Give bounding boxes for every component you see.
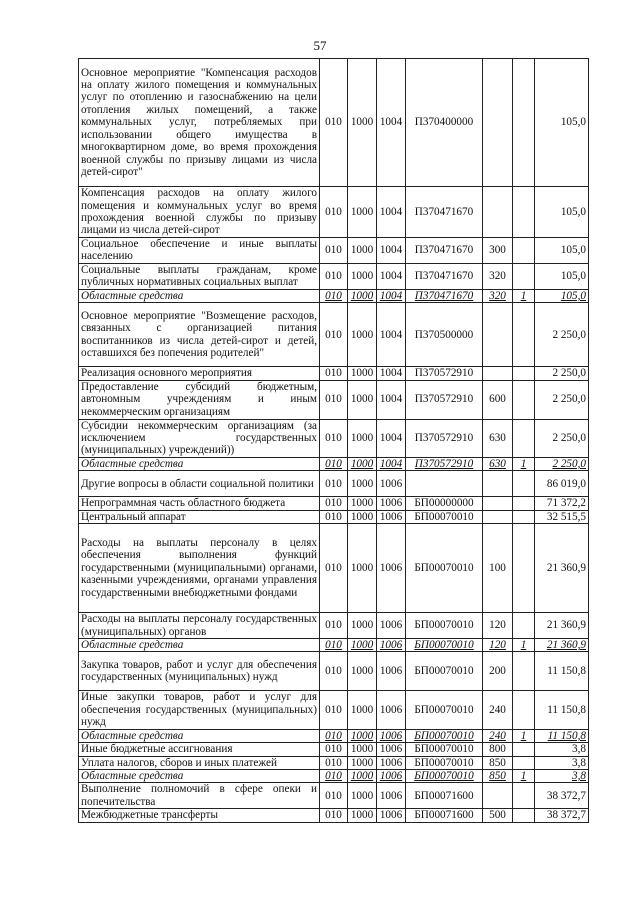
target-article-code: П370572910 (406, 457, 483, 470)
table-row (79, 263, 589, 289)
table-row (79, 769, 589, 782)
amount: 2 250,0 (535, 419, 589, 457)
subsection-code: 1006 (377, 497, 406, 510)
grbs-code: 010 (320, 783, 348, 809)
section-code: 1000 (348, 59, 377, 187)
expense-type-code (483, 303, 513, 367)
subsection-code: 1006 (377, 510, 406, 523)
funding-source-code: 1 (513, 639, 535, 652)
target-article-code: БП00070010 (406, 639, 483, 652)
subsection-code: 1006 (377, 613, 406, 639)
subsection-code: 1006 (377, 756, 406, 769)
expense-type-code (483, 510, 513, 523)
funding-source-code (513, 524, 535, 613)
target-article-code: П370471670 (406, 187, 483, 238)
target-article-code: БП00070010 (406, 691, 483, 729)
row-name: Областные средства (79, 457, 320, 470)
target-article-code: БП00070010 (406, 743, 483, 756)
table-row (79, 59, 589, 187)
row-name: Непрограммная часть областного бюджета (79, 497, 320, 510)
table-row (79, 639, 589, 652)
table-row (79, 367, 589, 380)
amount: 2 250,0 (535, 303, 589, 367)
row-name: Другие вопросы в области социальной политики (79, 471, 320, 497)
section-code: 1000 (348, 380, 377, 419)
funding-source-code (513, 380, 535, 419)
grbs-code: 010 (320, 380, 348, 419)
section-code: 1000 (348, 743, 377, 756)
funding-source-code (513, 652, 535, 691)
section-code: 1000 (348, 756, 377, 769)
table-row (79, 497, 589, 510)
row-name: Иные закупки товаров, работ и услуг для обеспечения государственных (муниципальных) нужд (79, 691, 320, 729)
section-code: 1000 (348, 783, 377, 809)
amount: 2 250,0 (535, 457, 589, 470)
amount: 21 360,9 (535, 639, 589, 652)
subsection-code: 1004 (377, 380, 406, 419)
row-name: Областные средства (79, 289, 320, 302)
table-row (79, 524, 589, 613)
subsection-code: 1006 (377, 691, 406, 729)
subsection-code: 1006 (377, 639, 406, 652)
section-code: 1000 (348, 769, 377, 782)
table-row (79, 652, 589, 691)
subsection-code: 1004 (377, 59, 406, 187)
expense-type-code (483, 367, 513, 380)
table-row (79, 783, 589, 809)
subsection-code: 1006 (377, 743, 406, 756)
section-code: 1000 (348, 524, 377, 613)
section-code: 1000 (348, 497, 377, 510)
amount: 21 360,9 (535, 613, 589, 639)
grbs-code: 010 (320, 769, 348, 782)
row-name: Предоставление субсидий бюджетным, автономным учреждениям и иным некоммерческим организациям (79, 380, 320, 419)
grbs-code: 010 (320, 303, 348, 367)
grbs-code: 010 (320, 729, 348, 742)
expense-type-code: 240 (483, 691, 513, 729)
section-code: 1000 (348, 510, 377, 523)
target-article-code: П370400000 (406, 59, 483, 187)
row-name: Областные средства (79, 769, 320, 782)
amount: 71 372,2 (535, 497, 589, 510)
expense-type-code: 850 (483, 769, 513, 782)
table-row (79, 380, 589, 419)
row-name: Областные средства (79, 729, 320, 742)
table-row (79, 729, 589, 742)
subsection-code: 1006 (377, 524, 406, 613)
section-code: 1000 (348, 419, 377, 457)
grbs-code: 010 (320, 471, 348, 497)
amount: 38 372,7 (535, 809, 589, 822)
target-article-code: БП00070010 (406, 769, 483, 782)
funding-source-code: 1 (513, 729, 535, 742)
expense-type-code (483, 187, 513, 238)
table-row (79, 613, 589, 639)
target-article-code: П370471670 (406, 289, 483, 302)
funding-source-code: 1 (513, 289, 535, 302)
table-row (79, 510, 589, 523)
amount: 11 150,8 (535, 652, 589, 691)
row-name: Центральный аппарат (79, 510, 320, 523)
grbs-code: 010 (320, 809, 348, 822)
section-code: 1000 (348, 263, 377, 289)
amount: 3,8 (535, 756, 589, 769)
section-code: 1000 (348, 639, 377, 652)
expense-type-code: 120 (483, 639, 513, 652)
funding-source-code (513, 691, 535, 729)
section-code: 1000 (348, 367, 377, 380)
expense-type-code: 320 (483, 289, 513, 302)
funding-source-code (513, 303, 535, 367)
target-article-code: БП00071600 (406, 809, 483, 822)
table-row (79, 238, 589, 264)
section-code: 1000 (348, 238, 377, 264)
grbs-code: 010 (320, 457, 348, 470)
funding-source-code (513, 471, 535, 497)
table-row (79, 289, 589, 302)
row-name: Основное мероприятие "Возмещение расходов, связанных с организацией питания воспитанников из числа детей-сирот и детей, оставшихся без попечения родителей" (79, 303, 320, 367)
expense-type-code (483, 471, 513, 497)
subsection-code: 1004 (377, 457, 406, 470)
target-article-code: БП00070010 (406, 756, 483, 769)
funding-source-code (513, 419, 535, 457)
amount: 2 250,0 (535, 380, 589, 419)
section-code: 1000 (348, 471, 377, 497)
grbs-code: 010 (320, 367, 348, 380)
grbs-code: 010 (320, 756, 348, 769)
row-name: Компенсация расходов на оплату жилого помещения и коммунальных услуг во время прохождения военной службы по призыву лицами из числа детей-сирот (79, 187, 320, 238)
target-article-code: БП00000000 (406, 497, 483, 510)
grbs-code: 010 (320, 497, 348, 510)
section-code: 1000 (348, 457, 377, 470)
expense-type-code: 800 (483, 743, 513, 756)
row-name: Областные средства (79, 639, 320, 652)
amount: 105,0 (535, 238, 589, 264)
funding-source-code (513, 263, 535, 289)
expense-type-code: 100 (483, 524, 513, 613)
grbs-code: 010 (320, 691, 348, 729)
section-code: 1000 (348, 289, 377, 302)
grbs-code: 010 (320, 263, 348, 289)
grbs-code: 010 (320, 652, 348, 691)
expense-type-code: 120 (483, 613, 513, 639)
expense-type-code: 500 (483, 809, 513, 822)
row-name: Социальные выплаты гражданам, кроме публичных нормативных социальных выплат (79, 263, 320, 289)
row-name: Расходы на выплаты персоналу в целях обеспечения выполнения функций государственными (муниципальными) органами, казенными учреждениями, органами управления государственными внебюджетными фондами (79, 524, 320, 613)
expense-type-code (483, 59, 513, 187)
subsection-code: 1006 (377, 809, 406, 822)
subsection-code: 1006 (377, 471, 406, 497)
target-article-code: БП00070010 (406, 524, 483, 613)
amount: 105,0 (535, 289, 589, 302)
row-name: Иные бюджетные ассигнования (79, 743, 320, 756)
row-name: Социальное обеспечение и иные выплаты населению (79, 238, 320, 264)
target-article-code: П370572910 (406, 367, 483, 380)
section-code: 1000 (348, 187, 377, 238)
grbs-code: 010 (320, 238, 348, 264)
subsection-code: 1004 (377, 289, 406, 302)
grbs-code: 010 (320, 613, 348, 639)
expense-type-code: 300 (483, 238, 513, 264)
amount: 86 019,0 (535, 471, 589, 497)
funding-source-code (513, 59, 535, 187)
amount: 32 515,5 (535, 510, 589, 523)
expense-type-code: 630 (483, 457, 513, 470)
grbs-code: 010 (320, 524, 348, 613)
expense-type-code (483, 497, 513, 510)
amount: 3,8 (535, 743, 589, 756)
funding-source-code (513, 756, 535, 769)
expense-type-code: 850 (483, 756, 513, 769)
grbs-code: 010 (320, 510, 348, 523)
funding-source-code (513, 743, 535, 756)
amount: 11 150,8 (535, 691, 589, 729)
amount: 2 250,0 (535, 367, 589, 380)
section-code: 1000 (348, 729, 377, 742)
row-name: Реализация основного мероприятия (79, 367, 320, 380)
grbs-code: 010 (320, 289, 348, 302)
section-code: 1000 (348, 652, 377, 691)
section-code: 1000 (348, 303, 377, 367)
section-code: 1000 (348, 691, 377, 729)
row-name: Закупка товаров, работ и услуг для обеспечения государственных (муниципальных) нужд (79, 652, 320, 691)
subsection-code: 1006 (377, 729, 406, 742)
subsection-code: 1004 (377, 367, 406, 380)
funding-source-code (513, 187, 535, 238)
table-row (79, 756, 589, 769)
row-name: Расходы на выплаты персоналу государственных (муниципальных) органов (79, 613, 320, 639)
budget-table (78, 58, 589, 823)
target-article-code: БП00070010 (406, 729, 483, 742)
expense-type-code: 240 (483, 729, 513, 742)
funding-source-code (513, 613, 535, 639)
funding-source-code (513, 238, 535, 264)
subsection-code: 1004 (377, 187, 406, 238)
page-number: 57 (313, 38, 327, 53)
amount: 11 150,8 (535, 729, 589, 742)
section-code: 1000 (348, 809, 377, 822)
expense-type-code: 630 (483, 419, 513, 457)
subsection-code: 1004 (377, 238, 406, 264)
funding-source-code (513, 497, 535, 510)
funding-source-code (513, 510, 535, 523)
table-row (79, 471, 589, 497)
amount: 21 360,9 (535, 524, 589, 613)
target-article-code (406, 471, 483, 497)
target-article-code: БП00070010 (406, 510, 483, 523)
amount: 105,0 (535, 187, 589, 238)
expense-type-code: 600 (483, 380, 513, 419)
subsection-code: 1006 (377, 652, 406, 691)
expense-type-code: 200 (483, 652, 513, 691)
target-article-code: БП00070010 (406, 613, 483, 639)
table-row (79, 691, 589, 729)
target-article-code: П370471670 (406, 263, 483, 289)
funding-source-code: 1 (513, 769, 535, 782)
target-article-code: БП00071600 (406, 783, 483, 809)
amount: 105,0 (535, 263, 589, 289)
row-name: Субсидии некоммерческим организациям (за исключением государственных (муниципальных) учреждений)) (79, 419, 320, 457)
subsection-code: 1004 (377, 303, 406, 367)
amount: 3,8 (535, 769, 589, 782)
row-name: Выполнение полномочий в сфере опеки и попечительства (79, 783, 320, 809)
row-name: Уплата налогов, сборов и иных платежей (79, 756, 320, 769)
expense-type-code (483, 783, 513, 809)
row-name: Межбюджетные трансферты (79, 809, 320, 822)
subsection-code: 1004 (377, 419, 406, 457)
table-row (79, 419, 589, 457)
budget-table-body (79, 59, 589, 823)
target-article-code: П370471670 (406, 238, 483, 264)
section-code: 1000 (348, 613, 377, 639)
funding-source-code (513, 783, 535, 809)
grbs-code: 010 (320, 639, 348, 652)
grbs-code: 010 (320, 419, 348, 457)
target-article-code: БП00070010 (406, 652, 483, 691)
subsection-code: 1004 (377, 263, 406, 289)
amount: 105,0 (535, 59, 589, 187)
grbs-code: 010 (320, 59, 348, 187)
target-article-code: П370500000 (406, 303, 483, 367)
grbs-code: 010 (320, 187, 348, 238)
funding-source-code: 1 (513, 457, 535, 470)
amount: 38 372,7 (535, 783, 589, 809)
row-name: Основное мероприятие "Компенсация расходов на оплату жилого помещения и коммунальных услуг по отоплению и газоснабжению на цели отопления жилых помещений, а также коммунальных услуг, потребляемых при использовании общего имущества в многоквартирном доме, во время прохождения военной службы по призыву лицами из числа детей-сирот" (79, 59, 320, 187)
expense-type-code: 320 (483, 263, 513, 289)
target-article-code: П370572910 (406, 419, 483, 457)
subsection-code: 1006 (377, 769, 406, 782)
table-row (79, 457, 589, 470)
table-row (79, 303, 589, 367)
funding-source-code (513, 367, 535, 380)
target-article-code: П370572910 (406, 380, 483, 419)
table-row (79, 743, 589, 756)
funding-source-code (513, 809, 535, 822)
subsection-code: 1006 (377, 783, 406, 809)
table-row (79, 187, 589, 238)
table-row (79, 809, 589, 822)
grbs-code: 010 (320, 743, 348, 756)
